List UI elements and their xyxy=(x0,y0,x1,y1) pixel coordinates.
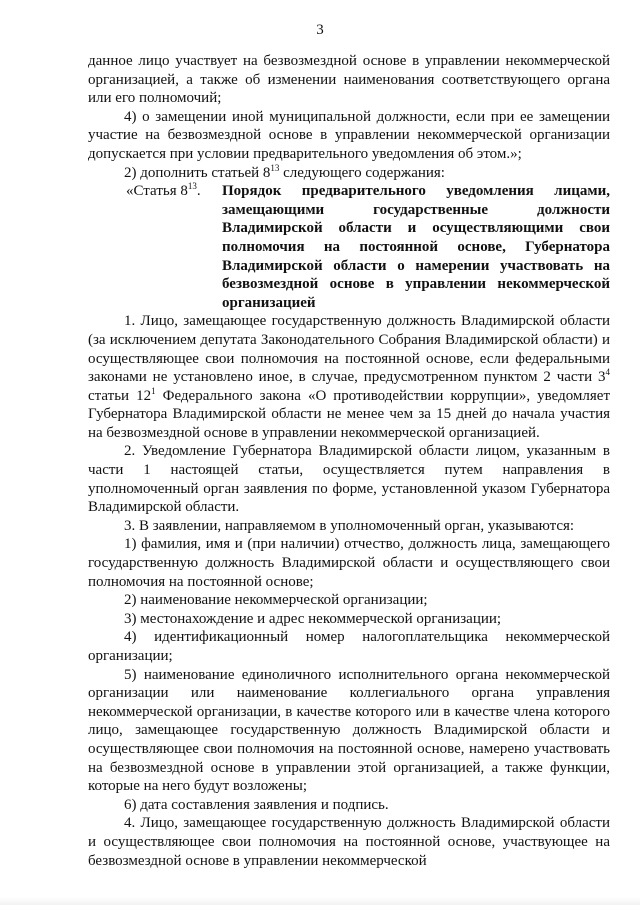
paragraph-point-1 xyxy=(88,312,610,442)
page-number: 3 xyxy=(316,22,324,38)
list-item-6: 6) дата составления заявления и подпись. xyxy=(124,796,389,813)
paragraph-point-2: 2. Уведомление Губернатора Владимирской области лицом, указанным в части 1 настоящей статьи, осуществляется путем направления в уполномоченный орган заявления по форме, установленной указом Губернатора Владимирской области. xyxy=(88,443,610,516)
point-1-text-mid: статьи 12 xyxy=(88,387,152,404)
article-label-dot: . xyxy=(196,183,201,200)
list-item-1: 1) фамилия, имя и (при наличии) отчество, должность лица, замещающего государственную должность Владимирской области и осуществляющего свои полномочия на постоянной основе; xyxy=(88,536,610,590)
point-1-sup-article: 1 xyxy=(151,385,156,396)
article-heading xyxy=(88,182,610,312)
point-1-sup-part: 4 xyxy=(605,367,610,378)
page-bottom-edge xyxy=(0,897,640,905)
paragraph-item-4: 4) о замещении иной муниципальной должности, если при ее замещении участие на безвозмездной основе в управлении некоммерческой организации допускается при условии предварительного уведомления об этом.»; xyxy=(88,108,610,162)
paragraph-point-3: 3. В заявлении, направляемом в уполномоченный орган, указываются: xyxy=(124,517,575,534)
paragraph-continuation: данное лицо участвует на безвозмездной основе в управлении некоммерческой организацией, а также об изменении наименования соответствующего органа или его полномочий; xyxy=(88,53,610,107)
document-body xyxy=(88,52,610,870)
amendment-text-end: следующего содержания: xyxy=(279,164,445,181)
article-label: «Статья 8 xyxy=(126,183,188,200)
point-1-text: 1. Лицо, замещающее государственную должность Владимирской области (за исключением депутата Законодательного Собрания Владимирской области) и осуществляющее свои полномочия на постоянной основе, если федеральными законами не установлено иное, в случае, предусмотренном пунктом 2 части 3 xyxy=(88,313,610,386)
article-title: Порядок предварительного уведомления лицами, замещающими государственные должности Владимирской области и осуществляющими свои полномочия на постоянной основе, Губернатора Владимирской области о намерении участвовать на безвозмездной основе в управлении некоммерческой организацией xyxy=(222,183,610,311)
paragraph-point-4: 4. Лицо, замещающее государственную должность Владимирской области и осуществляющее свои полномочия на постоянной основе, участвующее на безвозмездной основе в управлении некоммерческой xyxy=(88,815,610,869)
list-item-3: 3) местонахождение и адрес некоммерческой организации; xyxy=(124,610,502,627)
point-1-text-end: Федерального закона «О противодействии коррупции», уведомляет Губернатора Владимирской области не менее чем за 15 дней до начала участия на безвозмездной основе в управлении некоммерческой организацией. xyxy=(88,387,611,441)
list-item-5: 5) наименование единоличного исполнительного органа некоммерческой организации или наименование коллегиального органа управления некоммерческой организации, в качестве которого или в качестве члена которого лицо, замещающее государственную должность Владимирской области и осуществляющее свои полномочия на постоянной основе, намерено участвовать на безвозмездной основе в управлении этой организацией, а также функции, которые на него будут возложены; xyxy=(88,666,610,795)
amendment-text: 2) дополнить статьей 8 xyxy=(124,164,271,181)
paragraph-amendment xyxy=(88,164,610,183)
list-item-2: 2) наименование некоммерческой организации; xyxy=(124,592,428,609)
article-number xyxy=(88,182,222,312)
article-superscript: 13 xyxy=(187,181,197,192)
list-item-4: 4) идентификационный номер налогоплательщика некоммерческой организации; xyxy=(88,629,610,664)
amendment-superscript: 13 xyxy=(270,162,280,173)
